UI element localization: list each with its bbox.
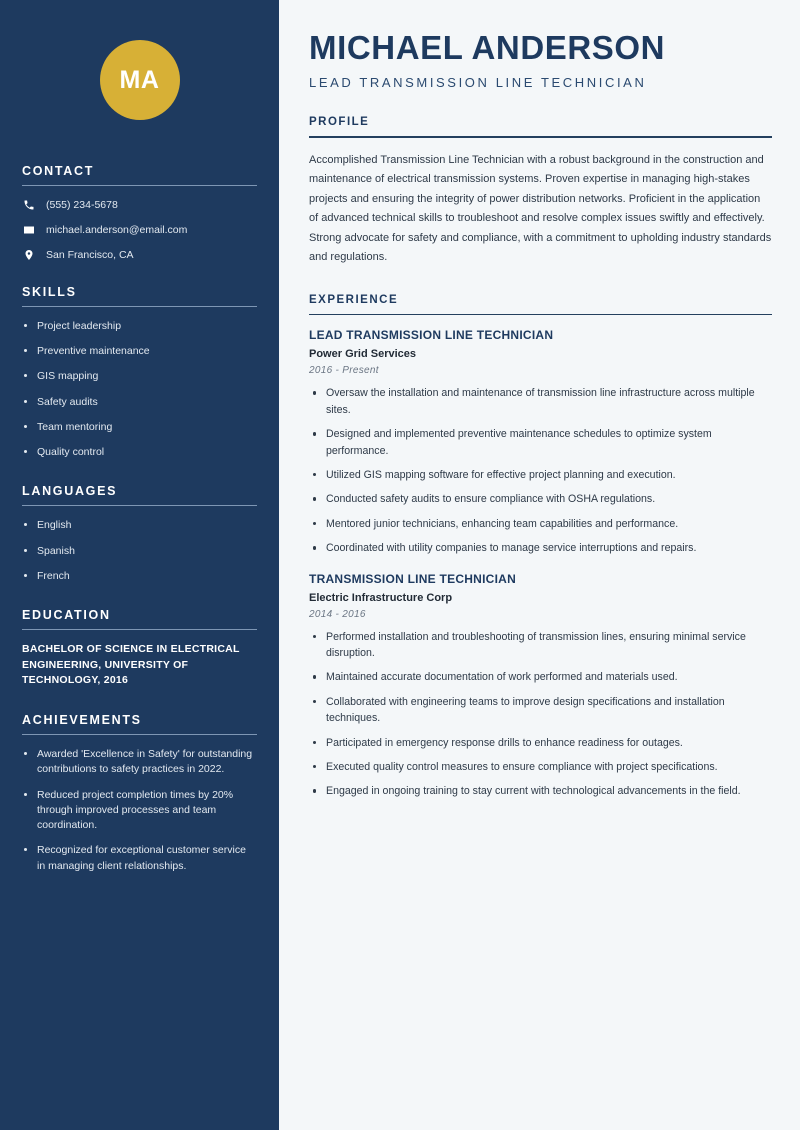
list-item: Preventive maintenance (22, 344, 257, 359)
contact-phone-value: (555) 234-5678 (46, 198, 118, 211)
languages-heading: LANGUAGES (22, 484, 118, 499)
contact-item-phone[interactable] (22, 198, 257, 211)
experience-dates: 2016 - Present (309, 365, 379, 377)
list-item: GIS mapping (22, 369, 257, 384)
list-item: Quality control (22, 445, 257, 460)
achievements-divider (22, 734, 257, 735)
header-subtitle: LEAD TRANSMISSION LINE TECHNICIAN (309, 75, 647, 91)
experience-entry (309, 328, 772, 556)
languages-section (22, 484, 257, 584)
list-item: Reduced project completion times by 20% through improved processes and team coordination. (22, 788, 257, 834)
skills-list (22, 319, 257, 460)
contact-location-value: San Francisco, CA (46, 248, 134, 261)
contact-item-location[interactable] (22, 248, 257, 261)
email-icon (22, 223, 35, 236)
achievements-heading: ACHIEVEMENTS (22, 713, 142, 728)
skills-heading: SKILLS (22, 285, 77, 299)
skills-divider (22, 306, 257, 307)
experience-job-title: LEAD TRANSMISSION LINE TECHNICIAN (309, 328, 554, 343)
list-item: Participated in emergency response drills to enhance readiness for outages. (309, 735, 772, 751)
experience-company: Electric Infrastructure Corp (309, 591, 453, 604)
list-item: Recognized for exceptional customer service in managing client relationships. (22, 843, 257, 873)
profile-text: Accomplished Transmission Line Technician with a robust background in the construction and maintenance of electrical transmission systems. Proven expertise in managing high-stakes projects and ensuring the integrity of power distribution networks. Proficient in the application of advanced technical skills to troubleshoot and resolve complex issues swiftly and effectively. Strong advocate for safety and compliance, with a commitment to upholding industry standards and regulations. (309, 153, 772, 264)
experience-entry (309, 572, 772, 800)
contact-section (22, 164, 257, 261)
experience-dates: 2014 - 2016 (309, 608, 366, 620)
education-entry: BACHELOR OF SCIENCE IN ELECTRICAL ENGINEERING, UNIVERSITY OF TECHNOLOGY, 2016 (22, 642, 240, 687)
list-item: Executed quality control measures to ensure compliance with project specifications. (309, 759, 772, 775)
list-item: Oversaw the installation and maintenance of transmission line infrastructure across multiple sites. (309, 385, 772, 418)
phone-icon (22, 198, 35, 211)
skills-section (22, 285, 257, 460)
list-item: Team mentoring (22, 420, 257, 435)
contact-email-value: michael.anderson@email.com (46, 223, 188, 236)
languages-divider (22, 505, 257, 506)
list-item: Performed installation and troubleshooting of transmission lines, ensuring minimal service disruption. (309, 629, 772, 662)
list-item: Awarded 'Excellence in Safety' for outstanding contributions to safety practices in 2022. (22, 747, 257, 777)
achievements-section (22, 713, 257, 874)
list-item: Coordinated with utility companies to manage service interruptions and repairs. (309, 540, 772, 556)
contact-divider (22, 185, 257, 186)
sidebar (0, 0, 279, 1130)
list-item: Conducted safety audits to ensure compliance with OSHA regulations. (309, 491, 772, 507)
list-item: Safety audits (22, 395, 257, 410)
education-heading: EDUCATION (22, 607, 111, 622)
achievements-list (22, 747, 257, 874)
list-item: English (22, 518, 257, 533)
list-item: Project leadership (22, 319, 257, 334)
experience-bullet-list (309, 629, 772, 800)
list-item: Utilized GIS mapping software for effective project planning and execution. (309, 467, 772, 483)
education-divider (22, 629, 257, 630)
avatar-initials: MA (100, 40, 180, 120)
contact-heading: CONTACT (22, 164, 95, 178)
location-pin-icon (22, 248, 35, 261)
experience-company: Power Grid Services (309, 348, 416, 361)
experience-bullet-list (309, 385, 772, 556)
list-item: Mentored junior technicians, enhancing team capabilities and performance. (309, 516, 772, 532)
page-title: MICHAEL ANDERSON (309, 29, 666, 66)
contact-item-email[interactable] (22, 223, 257, 236)
experience-heading: EXPERIENCE (309, 294, 399, 307)
education-section (22, 608, 257, 689)
list-item: French (22, 569, 257, 584)
list-item: Engaged in ongoing training to stay current with technological advancements in the field. (309, 783, 772, 799)
experience-divider (309, 314, 772, 315)
profile-divider (309, 136, 772, 137)
list-item: Designed and implemented preventive maintenance schedules to optimize system performance. (309, 426, 772, 459)
list-item: Spanish (22, 544, 257, 559)
profile-heading: PROFILE (309, 116, 370, 129)
list-item: Collaborated with engineering teams to improve design specifications and installation techniques. (309, 694, 772, 727)
languages-list (22, 518, 257, 584)
main-content (279, 0, 800, 1130)
experience-job-title: TRANSMISSION LINE TECHNICIAN (309, 571, 517, 586)
list-item: Maintained accurate documentation of work performed and materials used. (309, 669, 772, 685)
experience-section (309, 294, 772, 800)
profile-section (309, 116, 772, 268)
avatar-container (22, 0, 257, 164)
